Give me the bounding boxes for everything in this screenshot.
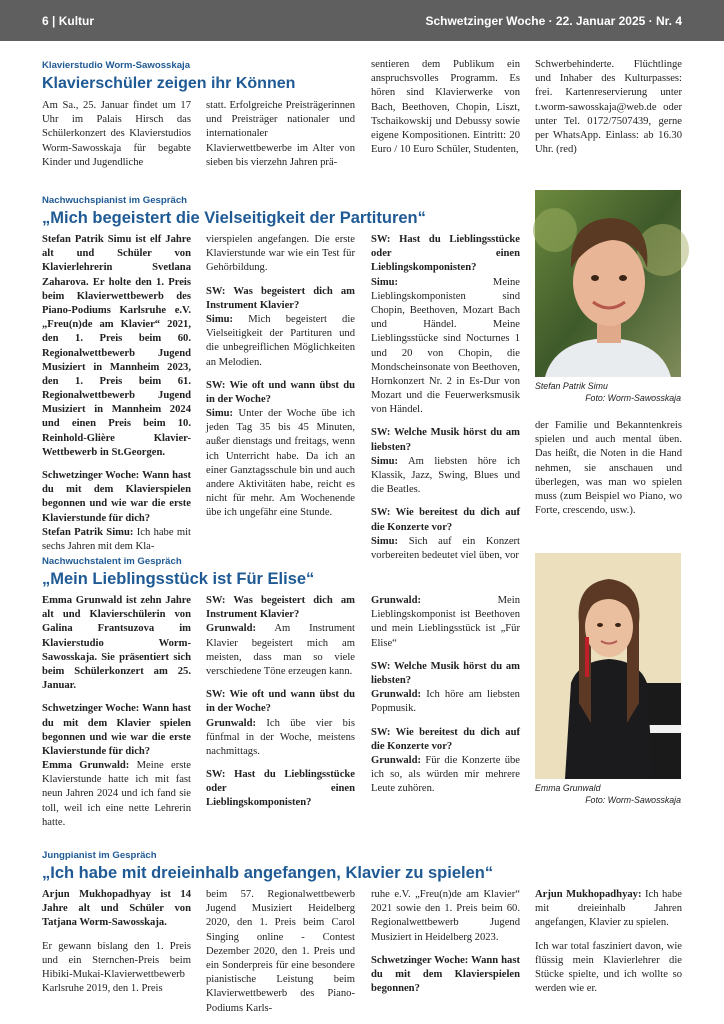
article3-a4-speaker: Grunwald: — [371, 595, 422, 606]
article1-col2: statt. Erfolgreiche Preisträgerinnen und Preisträger nationaler und internationaler Klavierwettbewerbe im Alter von sieben bis vierzehn Jahren prä- — [206, 100, 355, 168]
article2-q5: SW: Welche Musik hörst du am liebsten? — [371, 427, 520, 453]
article4-headline: „Ich habe mit dreieinhalb angefangen, Klavier zu spielen“ — [42, 864, 494, 882]
article3-a1: Meine erste Klavierstunde hatte ich mit fast neun Jahren 2024 und ich fand sie toll, weil ich eine nette Lehrerin hatte. — [42, 760, 191, 828]
article2-a2-speaker: Simu: — [206, 313, 234, 325]
article4-a1-speaker: Arjun Mukhopadhyay: — [535, 889, 642, 900]
emma-photo-credit: Foto: Worm-Sawosskaja — [585, 795, 681, 805]
article3-q4: SW: Hast du Lieblingsstücke oder einen Lieblingskomponisten? — [206, 769, 355, 809]
article3-a6-speaker: Grunwald: — [371, 754, 422, 766]
article4-intro: Arjun Mukhopadhyay ist 14 Jahre alt und Schüler von Tatjana Worm-Sawosskaja. — [42, 889, 191, 929]
article2-a3: Unter der Woche übe ich jeden Tag 35 bis 45 Minuten, außer dienstags und freitags, wenn ich Unterricht habe. Da ich an einer Ganztagsschule bin und auch andere Aktivitäten habe, reicht es nicht für mehr. Am Wochenende übe ich ungefähr eine Stunde. — [206, 408, 356, 519]
article1-kicker: Klavierstudio Worm-Sawosskaja — [42, 60, 191, 71]
article3-a2: Am Instrument Klavier begeistert mich am meisten, dass man so viele verschiedene Töne erzeugen kann. — [206, 623, 355, 677]
article1-headline: Klavierschüler zeigen ihr Können — [42, 75, 296, 92]
article4-col2: beim 57. Regionalwettbewerb Jugend Musiziert Heidelberg 2020, den 1. Preis beim Carol Singing online - Contest Dezember 2020, den 1. Preis und ein Sonderpreis für eine besondere pianistische Leistung beim Klavierwettbewerb des Piano-Podiums Karls- — [206, 889, 355, 1014]
article2-a1: Ich habe mit sechs Jahren mit dem Kla- — [42, 526, 192, 552]
article2-q6: SW: Wie bereitest du dich auf die Konzerte vor? — [371, 507, 520, 533]
article3-a3-speaker: Grunwald: — [206, 717, 257, 729]
article4-col3 — [371, 888, 520, 1008]
article2-q4: SW: Hast du Lieblingsstücke oder einen Lieblingskomponisten? — [371, 234, 520, 274]
article4-col4 — [535, 888, 682, 1008]
article2-headline: „Mich begeistert die Vielseitigkeit der Partituren“ — [42, 209, 426, 227]
article4-q1: Schwetzinger Woche: Wann hast du mit dem Klavierspielen begonnen? — [371, 954, 520, 995]
stefan-photo-credit: Foto: Worm-Sawosskaja — [585, 393, 681, 403]
article2-a1-cont: vierspielen angefangen. Die erste Klavierstunde war wie ein Test für Gehörbildung. — [206, 234, 355, 274]
article2-kicker: Nachwuchspianist im Gespräch — [42, 195, 188, 206]
emma-photo — [535, 553, 681, 779]
stefan-photo — [535, 190, 681, 377]
article4-p1: Er gewann bislang den 1. Preis und ein Sternchen-Preis beim Hibiki-Mukai-Klavierwettbewerb Karlsruhe 2019, den 1. Preis — [42, 940, 191, 995]
article3-a2-speaker: Grunwald: — [206, 623, 257, 635]
article3-q1: Schwetzinger Woche: Wann hast du mit dem Klavier spielen begonnen und wie war die erste Klavierstunde für dich? — [42, 703, 191, 757]
article3-a5: Ich höre am liebsten Popmusik. — [371, 689, 520, 715]
article2-a1-speaker: Stefan Patrik Simu: — [42, 526, 134, 538]
article3-headline: „Mein Lieblingsstück ist Für Elise“ — [42, 570, 315, 588]
article3-q6: SW: Wie bereitest du dich auf die Konzerte vor? — [371, 726, 520, 752]
article3-q2: SW: Was begeistert dich am Instrument Klavier? — [206, 595, 355, 621]
article3-q5: SW: Welche Musik hörst du am liebsten? — [371, 660, 520, 686]
article2-q1: Schwetzinger Woche: Wann hast du mit dem Klavierspielen begonnen und wie war die erste Klavierstunde für dich? — [42, 470, 191, 524]
page-section: 6 | Kultur — [42, 14, 95, 28]
article1-col1: Am Sa., 25. Januar findet um 17 Uhr im Palais Hirsch das Schülerkonzert des Klavierstudios Worm-Sawosskaja für begabte Kinder und Jugendliche — [42, 100, 191, 168]
article3-q3: SW: Wie oft und wann übst du in der Woche? — [206, 689, 355, 715]
article3-kicker: Nachwuchstalent im Gespräch — [42, 556, 182, 567]
article4-kicker: Jungpianist im Gespräch — [42, 850, 157, 861]
article3-col2 — [206, 594, 355, 819]
article2-col4 — [535, 419, 682, 531]
article3-a3: Ich übe vier bis fünfmal in der Woche, meistens nachmittags. — [206, 717, 355, 757]
article2-a4-speaker: Simu: — [371, 276, 399, 288]
article3-a4: Mein Lieblingskomponist ist Beethoven und mein Lieblingsstück ist „Für Elise“ — [371, 595, 520, 649]
article3-intro: Emma Grunwald ist zehn Jahre alt und Klavierschülerin von Galina Frantsuzova im Klavierstudio Worm-Sawosskaja. Sie präsentiert sich beim Schülerkonzert am 25. Januar. — [42, 595, 191, 692]
article2-a2: Mich begeistert die Vielseitigkeit der Partituren und die unbegreiflichen Möglichkeiten an Melodien. — [206, 313, 355, 368]
article3-a1-speaker: Emma Grunwald: — [42, 760, 130, 772]
article1-col4: Schwerbehinderte. Flüchtlinge und Inhaber des Kulturpasses: frei. Kartenreservierung unter t.worm-sawosskaja@web.de oder unter Tel. 0172/7507439, gerne per WhatsApp. Einlass: ab 16.30 Uhr. (red) — [535, 59, 682, 156]
article2-a3-speaker: Simu: — [206, 408, 234, 420]
article4-a1-cont: Ich war total fasziniert davon, wie flüssig mein Klavierlehrer die Stücke spielte, und ich wollte so werden wie er. — [535, 940, 682, 995]
article2-a4: Meine Lieblingskomponisten sind Chopin, Beethoven, Mozart Bach und Händel. Meine Lieblingsstücke sind Nocturnes 1 und 20 von Chopin, die Mondscheinsonate von Beethoven, Hornkonzert Nr. 2 in Es-Dur von Mozart und die Feuerwerksmusik von Händel. — [371, 276, 520, 416]
article2-q3: SW: Wie oft und wann übst du in der Woche? — [206, 379, 355, 405]
article2-col3 — [371, 233, 520, 561]
article3-col1 — [42, 594, 191, 828]
article4-a1: Ich habe mit dreieinhalb Jahren angefangen, Klavier zu spielen. — [535, 889, 682, 929]
page-header — [0, 0, 724, 41]
article2-a5: Am liebsten höre ich Klassik, Jazz, Swing, Blues und die Beatles. — [371, 455, 520, 496]
article1-col3: sentieren dem Publikum ein anspruchsvolles Programm. Es hören sind Klavierwerke von Bach, Beethoven, Chopin, Liszt, Tschaikowskij und Debussy sowie eigene Kompositionen. Eintritt: 20 Euro / 10 Euro Schüler, Studenten, — [371, 59, 520, 156]
article2-intro: Stefan Patrik Simu ist elf Jahre alt und Schüler von Klavierlehrerin Svetlana Zaharova. Er holte den 1. Preis beim Klavierwettbewerb des Piano-Podiums Karlsruhe e.V. „Freu(n)de am Klavier“ 2021, den 1. Preis beim 60. Regionalwettbewerb Jugend Musiziert in Mannheim 2023, den 1. Preis beim 61. Regionalwettbewerb Jugend Musiziert in Mannheim 2024 und einen Preis beim 10. Reinhold-Glière Klavier-Wettbewerb in St.Georgen. — [42, 234, 191, 458]
article4-col1 — [42, 888, 191, 1008]
article2-col1 — [42, 233, 192, 552]
emma-caption: Emma Grunwald — [535, 783, 601, 793]
issue-info: Schwetzinger Woche · 22. Januar 2025 · Nr. 4 — [425, 14, 682, 28]
article2-q2: SW: Was begeistert dich am Instrument Klavier? — [206, 285, 355, 311]
stefan-caption: Stefan Patrik Simu — [535, 381, 608, 391]
article3-a5-speaker: Grunwald: — [371, 689, 422, 701]
article2-a6: Sich auf ein Konzert vorbereiten bedeutet viel üben, vor — [371, 535, 520, 561]
article4-c3: ruhe e.V. „Freu(n)de am Klavier“ 2021 sowie den 1. Preis beim 60. Regionalwettbewerb Jugend Musiziert in Heidelberg 2023. — [371, 889, 520, 943]
article3-a6: Für die Konzerte übe ich so, als würden mir mehrere Leute zuhören. — [371, 754, 520, 795]
article2-a5-speaker: Simu: — [371, 455, 399, 467]
article3-col3 — [371, 594, 520, 819]
article2-col2 — [206, 233, 355, 530]
article2-a6-speaker: Simu: — [371, 535, 399, 547]
article2-a6-cont: der Familie und Bekanntenkreis spielen und auch mental üben. Das heißt, die Noten in die Hand nehmen, sie anschauen und überlegen, was man wo spielen muss (zum Beispiel wo Piano, wo Forte, crescendo, usw.). — [535, 420, 682, 517]
